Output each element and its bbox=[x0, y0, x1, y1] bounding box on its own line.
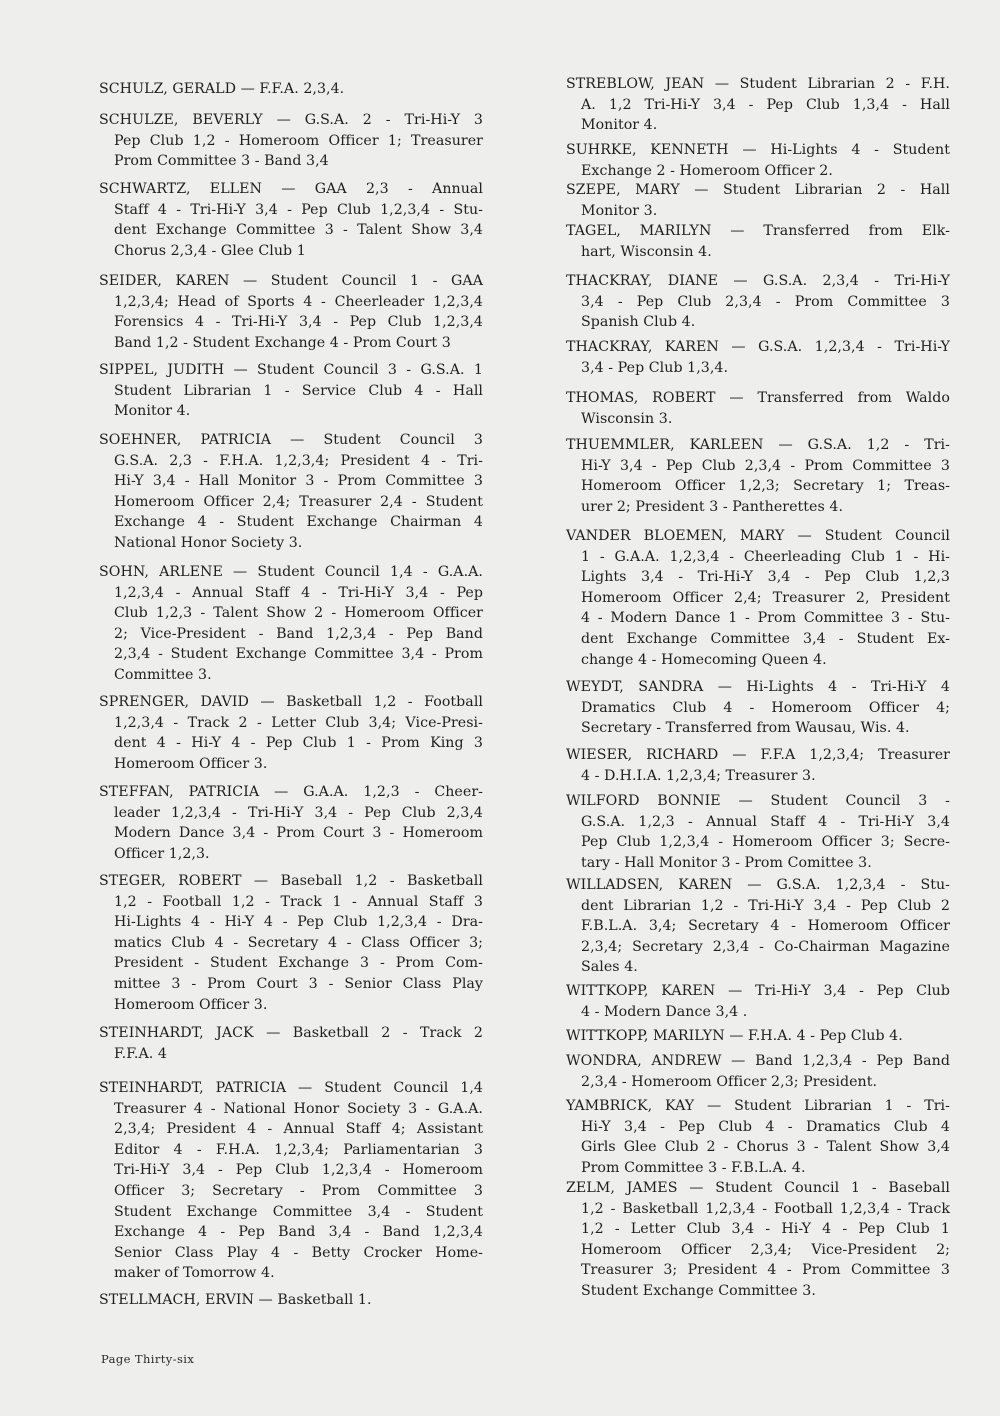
entry-name-line: WITTKOPP, KAREN — Tri-Hi-Y 3,4 - Pep Club bbox=[566, 983, 950, 999]
entry-name-line: STEGER, ROBERT — Baseball 1,2 - Basketball bbox=[99, 873, 483, 889]
entry-name-line: VANDER BLOEMEN, MARY — Student Council bbox=[566, 528, 950, 544]
entry-activity-line: Prom Committee 3 - Band 3,4 bbox=[114, 153, 329, 170]
entry-activity-line: Monitor 4. bbox=[114, 403, 191, 420]
entry-name-line: THOMAS, ROBERT — Transferred from Waldo bbox=[566, 390, 950, 406]
entry-name-line: WONDRA, ANDREW — Band 1,2,3,4 - Pep Band bbox=[566, 1053, 950, 1069]
entry-activity-line: Band 1,2 - Student Exchange 4 - Prom Court 3 bbox=[114, 334, 451, 351]
entry-activity-line: Lights 3,4 - Tri-Hi-Y 3,4 - Pep Club 1,2,3 bbox=[581, 569, 950, 586]
entry-name-line: SOHN, ARLENE — Student Council 1,4 - G.A.A. bbox=[99, 564, 483, 580]
page-footer: Page Thirty-six bbox=[101, 1352, 195, 1366]
entry-name-line: STEFFAN, PATRICIA — G.A.A. 1,2,3 - Cheer- bbox=[99, 784, 483, 800]
entry-activity-line: 1,2,3,4 - Annual Staff 4 - Tri-Hi-Y 3,4 - Pep bbox=[114, 584, 483, 601]
entry-activity-line: Hi-Y 3,4 - Hall Monitor 3 - Prom Committee 3 bbox=[114, 473, 483, 490]
entry-activity-line: 1 - G.A.A. 1,2,3,4 - Cheerleading Club 1 - Hi- bbox=[581, 548, 950, 565]
entry-activity-line: Sales 4. bbox=[581, 959, 638, 976]
entry-activity-line: Hi-Y 3,4 - Pep Club 4 - Dramatics Club 4 bbox=[581, 1118, 950, 1135]
entry-activity-line: urer 2; President 3 - Pantherettes 4. bbox=[581, 498, 844, 515]
entry-activity-line: Homeroom Officer 3. bbox=[114, 996, 268, 1013]
entry-name-line: STEINHARDT, JACK — Basketball 2 - Track 2 bbox=[99, 1025, 483, 1041]
entry-activity-line: Hi-Lights 4 - Hi-Y 4 - Pep Club 1,2,3,4 - Dra- bbox=[114, 914, 483, 931]
entry-name-line: WIESER, RICHARD — F.F.A 1,2,3,4; Treasurer bbox=[566, 747, 950, 763]
entry-name-line: WITTKOPP, MARILYN — F.H.A. 4 - Pep Club 4. bbox=[566, 1028, 903, 1044]
entry-activity-line: Treasurer 4 - National Honor Society 3 - G.A.A. bbox=[114, 1100, 483, 1117]
entry-activity-line: hart, Wisconsin 4. bbox=[581, 243, 712, 260]
entry-name-line: YAMBRICK, KAY — Student Librarian 1 - Tri- bbox=[566, 1098, 950, 1114]
entry-activity-line: Exchange 4 - Student Exchange Chairman 4 bbox=[114, 514, 483, 531]
entry-activity-line: Dramatics Club 4 - Homeroom Officer 4; bbox=[581, 699, 950, 716]
entry-activity-line: Monitor 3. bbox=[581, 202, 658, 219]
entry-activity-line: 2,3,4 - Homeroom Officer 2,3; President. bbox=[581, 1073, 878, 1090]
entry-activity-line: dent Exchange Committee 3 - Talent Show 3,4 bbox=[114, 222, 483, 239]
entry-name-line: ZELM, JAMES — Student Council 1 - Baseball bbox=[566, 1180, 950, 1196]
entry-activity-line: change 4 - Homecoming Queen 4. bbox=[581, 651, 827, 668]
entry-activity-line: National Honor Society 3. bbox=[114, 535, 303, 551]
entry-activity-line: 2; Vice-President - Band 1,2,3,4 - Pep Band bbox=[114, 625, 483, 642]
entry-activity-line: Homeroom Officer 1,2,3; Secretary 1; Treas- bbox=[581, 478, 950, 495]
entry-name-line: SUHRKE, KENNETH — Hi-Lights 4 - Student bbox=[566, 142, 950, 158]
entry-activity-line: G.S.A. 2,3 - F.H.A. 1,2,3,4; President 4 - Tri- bbox=[114, 452, 483, 469]
entry-activity-line: mittee 3 - Prom Court 3 - Senior Class Play bbox=[114, 976, 483, 992]
entry-activity-line: Girls Glee Club 2 - Chorus 3 - Talent Show 3,4 bbox=[581, 1139, 950, 1156]
entry-name-line: THUEMMLER, KARLEEN — G.S.A. 1,2 - Tri- bbox=[566, 437, 950, 453]
entry-activity-line: leader 1,2,3,4 - Tri-Hi-Y 3,4 - Pep Club 2,3,4 bbox=[114, 804, 483, 821]
entry-activity-line: 1,2 - Football 1,2 - Track 1 - Annual Staff 3 bbox=[114, 893, 483, 910]
entry-activity-line: maker of Tomorrow 4. bbox=[114, 1265, 275, 1282]
entry-name-line: SCHWARTZ, ELLEN — GAA 2,3 - Annual bbox=[99, 181, 483, 197]
entry-activity-line: Senior Class Play 4 - Betty Crocker Home- bbox=[114, 1244, 483, 1261]
entry-name-line: STREBLOW, JEAN — Student Librarian 2 - F.H. bbox=[566, 76, 950, 92]
entry-activity-line: Committee 3. bbox=[114, 667, 212, 683]
entry-name-line: WILLADSEN, KAREN — G.S.A. 1,2,3,4 - Stu- bbox=[566, 877, 950, 893]
entry-name-line: THACKRAY, DIANE — G.S.A. 2,3,4 - Tri-Hi-Y bbox=[566, 273, 950, 289]
entry-activity-line: F.F.A. 4 bbox=[114, 1045, 167, 1062]
entry-name-line: TAGEL, MARILYN — Transferred from Elk- bbox=[566, 223, 950, 239]
entry-activity-line: Treasurer 3; President 4 - Prom Committee 3 bbox=[581, 1262, 950, 1279]
entry-activity-line: 4 - Modern Dance 3,4 . bbox=[581, 1003, 748, 1020]
entry-name-line: STELLMACH, ERVIN — Basketball 1. bbox=[99, 1292, 372, 1308]
entry-activity-line: President - Student Exchange 3 - Prom Com- bbox=[114, 955, 483, 972]
entry-name-line: THACKRAY, KAREN — G.S.A. 1,2,3,4 - Tri-Hi-Y bbox=[566, 339, 950, 355]
entry-activity-line: dent Exchange Committee 3,4 - Student Ex- bbox=[581, 631, 950, 647]
entry-activity-line: 2,3,4; President 4 - Annual Staff 4; Assistant bbox=[114, 1121, 483, 1138]
entry-activity-line: Secretary - Transferred from Wausau, Wis. 4. bbox=[581, 720, 910, 737]
entry-activity-line: Officer 1,2,3. bbox=[114, 845, 210, 862]
entry-activity-line: 4 - D.H.I.A. 1,2,3,4; Treasurer 3. bbox=[581, 767, 816, 784]
entry-activity-line: Homeroom Officer 2,4; Treasurer 2, President bbox=[581, 589, 950, 606]
entry-activity-line: 3,4 - Pep Club 2,3,4 - Prom Committee 3 bbox=[581, 293, 950, 310]
entry-activity-line: Editor 4 - F.H.A. 1,2,3,4; Parliamentarian 3 bbox=[114, 1141, 483, 1158]
entry-name-line: WEYDT, SANDRA — Hi-Lights 4 - Tri-Hi-Y 4 bbox=[566, 679, 950, 695]
entry-activity-line: Homeroom Officer 2,4; Treasurer 2,4 - Student bbox=[114, 493, 483, 510]
entry-activity-line: 4 - Modern Dance 1 - Prom Committee 3 - Stu- bbox=[581, 610, 950, 627]
entry-name-line: SIPPEL, JUDITH — Student Council 3 - G.S.A. 1 bbox=[99, 362, 483, 378]
entry-activity-line: dent Librarian 1,2 - Tri-Hi-Y 3,4 - Pep Club 2 bbox=[581, 897, 950, 914]
entry-activity-line: Exchange 4 - Pep Band 3,4 - Band 1,2,3,4 bbox=[114, 1224, 483, 1241]
entry-activity-line: Officer 3; Secretary - Prom Committee 3 bbox=[114, 1183, 483, 1199]
entry-activity-line: G.S.A. 1,2,3 - Annual Staff 4 - Tri-Hi-Y 3,4 bbox=[581, 813, 950, 830]
entry-activity-line: Homeroom Officer 2,3,4; Vice-President 2; bbox=[581, 1241, 950, 1258]
entry-name-line: SEIDER, KAREN — Student Council 1 - GAA bbox=[99, 273, 483, 289]
entry-name-line: SCHULZ, GERALD — F.F.A. 2,3,4. bbox=[99, 81, 345, 97]
entry-activity-line: tary - Hall Monitor 3 - Prom Comittee 3. bbox=[581, 854, 872, 871]
entry-activity-line: Student Exchange Committee 3. bbox=[581, 1283, 816, 1299]
entry-activity-line: Chorus 2,3,4 - Glee Club 1 bbox=[114, 242, 306, 259]
entry-activity-line: Club 1,2,3 - Talent Show 2 - Homeroom Officer bbox=[114, 605, 483, 622]
entry-activity-line: Spanish Club 4. bbox=[581, 314, 696, 331]
entry-name-line: SPRENGER, DAVID — Basketball 1,2 - Football bbox=[99, 694, 483, 710]
entry-activity-line: 1,2 - Letter Club 3,4 - Hi-Y 4 - Pep Club 1 bbox=[581, 1221, 950, 1238]
entry-activity-line: Hi-Y 3,4 - Pep Club 2,3,4 - Prom Committee 3 bbox=[581, 457, 950, 474]
entry-activity-line: 1,2 - Basketball 1,2,3,4 - Football 1,2,3,4 - Track bbox=[581, 1200, 950, 1217]
entry-activity-line: 2,3,4 - Student Exchange Committee 3,4 - Prom bbox=[114, 646, 483, 663]
entry-activity-line: 1,2,3,4 - Track 2 - Letter Club 3,4; Vice-Presi- bbox=[114, 714, 483, 731]
entry-name-line: SOEHNER, PATRICIA — Student Council 3 bbox=[99, 432, 483, 448]
entry-activity-line: A. 1,2 Tri-Hi-Y 3,4 - Pep Club 1,3,4 - Hall bbox=[581, 96, 950, 113]
entry-activity-line: Monitor 4. bbox=[581, 117, 658, 134]
entry-activity-line: Pep Club 1,2 - Homeroom Officer 1; Treasurer bbox=[114, 132, 483, 149]
entry-activity-line: F.B.L.A. 3,4; Secretary 4 - Homeroom Officer bbox=[581, 918, 950, 935]
entry-activity-line: Modern Dance 3,4 - Prom Court 3 - Homeroom bbox=[114, 825, 483, 842]
entry-activity-line: 1,2,3,4; Head of Sports 4 - Cheerleader 1,2,3,4 bbox=[114, 293, 483, 310]
entry-name-line: SCHULZE, BEVERLY — G.S.A. 2 - Tri-Hi-Y 3 bbox=[99, 112, 483, 128]
entry-name-line: STEINHARDT, PATRICIA — Student Council 1,4 bbox=[99, 1080, 483, 1096]
entry-activity-line: Student Exchange Committee 3,4 - Student bbox=[114, 1203, 483, 1220]
entry-activity-line: Exchange 2 - Homeroom Officer 2. bbox=[581, 162, 833, 179]
entry-activity-line: Tri-Hi-Y 3,4 - Pep Club 1,2,3,4 - Homeroom bbox=[114, 1162, 483, 1179]
entry-activity-line: Wisconsin 3. bbox=[581, 410, 673, 427]
entry-activity-line: Forensics 4 - Tri-Hi-Y 3,4 - Pep Club 1,2,3,4 bbox=[114, 314, 483, 331]
entry-activity-line: 2,3,4; Secretary 2,3,4 - Co-Chairman Magazine bbox=[581, 938, 950, 955]
entry-activity-line: 3,4 - Pep Club 1,3,4. bbox=[581, 359, 729, 376]
entry-activity-line: Staff 4 - Tri-Hi-Y 3,4 - Pep Club 1,2,3,4 - Stu- bbox=[114, 201, 483, 218]
entry-activity-line: Student Librarian 1 - Service Club 4 - Hall bbox=[114, 382, 483, 399]
entry-activity-line: dent 4 - Hi-Y 4 - Pep Club 1 - Prom King 3 bbox=[114, 735, 483, 752]
entry-activity-line: matics Club 4 - Secretary 4 - Class Officer 3; bbox=[114, 934, 483, 951]
entry-activity-line: Prom Committee 3 - F.B.L.A. 4. bbox=[581, 1159, 806, 1176]
entry-activity-line: Pep Club 1,2,3,4 - Homeroom Officer 3; Secre- bbox=[581, 834, 950, 851]
entry-name-line: SZEPE, MARY — Student Librarian 2 - Hall bbox=[566, 182, 950, 198]
entry-activity-line: Homeroom Officer 3. bbox=[114, 755, 268, 772]
entry-name-line: WILFORD BONNIE — Student Council 3 - bbox=[566, 793, 950, 809]
